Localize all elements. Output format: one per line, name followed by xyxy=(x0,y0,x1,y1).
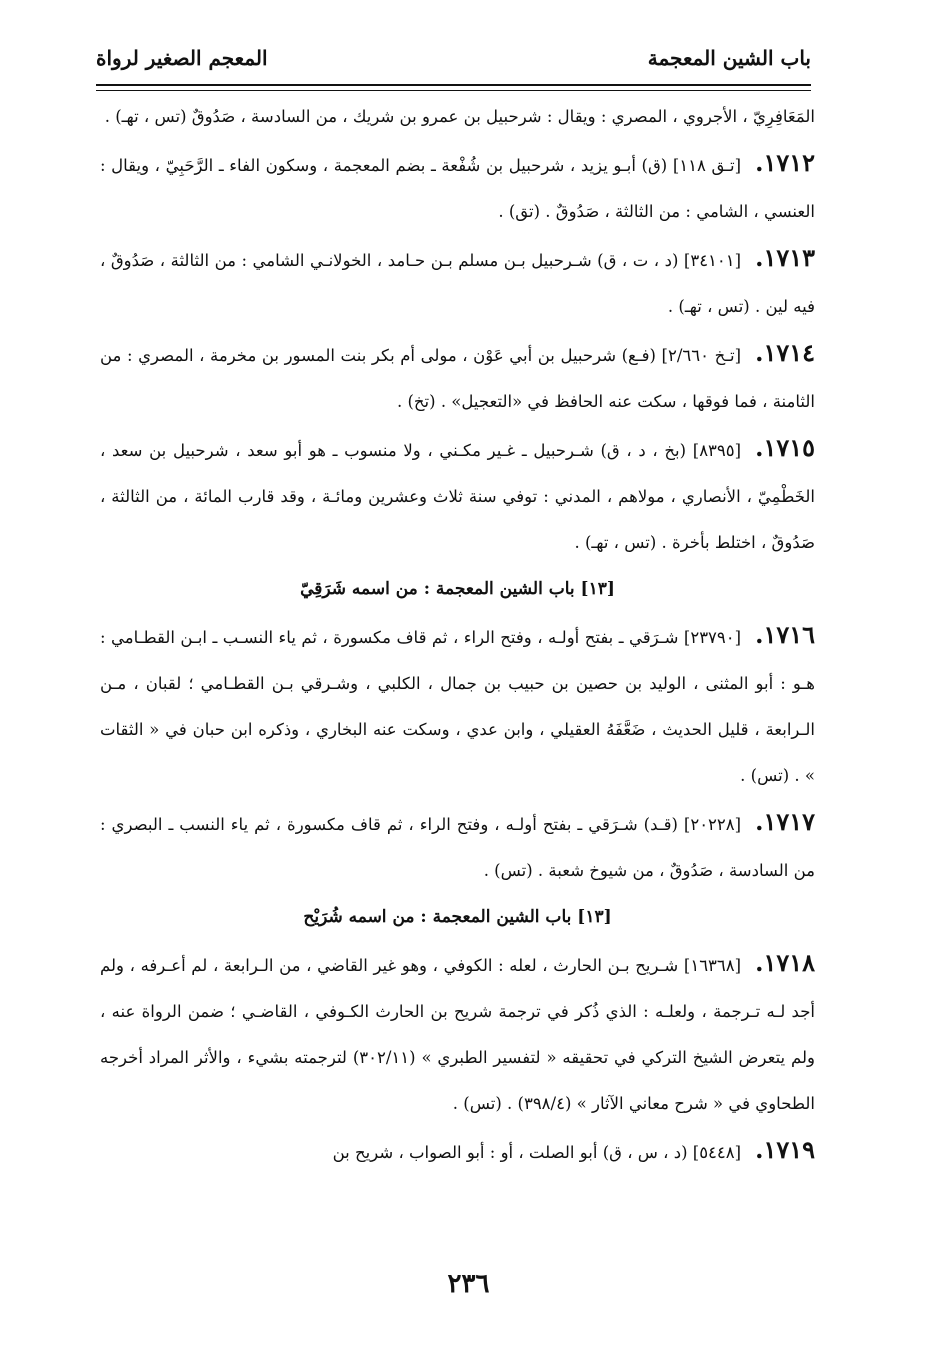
entry-1719 xyxy=(100,1127,815,1176)
page-body xyxy=(100,94,815,1176)
header-chapter-title: باب الشين المعجمة xyxy=(647,46,811,70)
entry-text: [٢٠٢٢٨] (قـد) شـرَقي ـ بفتح أولـه ، وفتح الراء ، ثم قاف مكسورة ، ثم ياء النسب ـ البصري : من السادسة ، صَدُوقٌ ، من شيوخ شعبة . (تس) . xyxy=(100,815,815,880)
running-header xyxy=(96,38,811,78)
entry-1718 xyxy=(100,940,815,1127)
entry-number: ١٧١٧. xyxy=(755,807,815,836)
entry-text: [تـق ١١٨] (ق) أبـو يزيد ، شرحبيل بن شُفْعة ـ بضم المعجمة ، وسكون الفاء ـ الرَّحَبِيّ ، ويقال : العنسي ، الشامي : من الثالثة ، صَدُوقٌ . (تق) . xyxy=(100,156,815,221)
entry-number: ١٧١٢. xyxy=(755,148,816,177)
entry-number: ١٧١٣. xyxy=(755,243,815,272)
page-number: ٢٣٦ xyxy=(447,1269,490,1299)
section-heading-sharqi: [١٣] باب الشين المعجمة : من اسمه شَرَقِيّ xyxy=(300,579,615,599)
entry-text: [٨٣٩٥] (بخ ، د ، ق) شـرحبيل ـ غـير مكـني ، ولا منسوب ـ هو أبو سعد ، شرحبيل بن سعد ، الخَطْمِيّ ، الأنصاري ، مولاهم ، المدني : توفي سنة ثلاث وعشرين ومائـة ، وقد قارب المائة ، من الثالثة ، صَدُوقٌ ، اختلط بأخرة . (تس ، تهـ) . xyxy=(100,441,815,552)
entry-1717 xyxy=(100,799,815,894)
entry-text: [١٦٣٦٨] شـريح بـن الحارث ، لعله : الكوفي ، وهو غير القاضي ، من الـرابعة ، لم أعـرفه ، ولم أجد لـه تـرجمة ، ولعلـه : الذي ذُكر في ترجمة شريح بن الحارث الكـوفي ، القاضـي ؛ ضمن الرواة عنه ، ولم يتعرض الشيخ التركي في تحقيقه « لتفسير الطبري » (٣٠٢/١١) لترجمته بشيء ، والأثر المراد أخرجه الطحاوي في « شرح معاني الآثار » (٣٩٨/٤) . (تس) . xyxy=(100,956,815,1113)
header-book-title: المعجم الصغير لرواة xyxy=(96,46,268,70)
entry-text: [٢٣٧٩٠] شـرَقي ـ بفتح أولـه ، وفتح الراء ، ثم قاف مكسورة ، ثم ياء النسـب ـ ابـن القطـامي : هـو : أبو المثنى ، الوليد بن حصين بن حبيب بن جمال ، الكلبي ، وشـرقي بـن القطـامي ؛ لقبان ، مـن الـرابعة ، قليل الحديث ، ضَعَّفَهُ العقيلي ، وابن عدي ، وسكت عنه البخاري ، وذكره ابن حبان في « الثقات » . (تس) . xyxy=(100,628,815,785)
entry-number: ١٧١٨. xyxy=(755,948,815,977)
entry-1713 xyxy=(100,235,815,330)
entry-text: [٥٤٤٨] (د ، س ، ق) أبو الصلت ، أو : أبو الصواب ، شريح بن xyxy=(332,1143,742,1162)
entry-number: ١٧١٦. xyxy=(755,620,815,649)
entry-1712 xyxy=(100,140,815,235)
entry-1714 xyxy=(100,330,815,425)
entry-1716 xyxy=(100,612,815,799)
entry-number: ١٧١٤. xyxy=(755,338,816,367)
entry-number: ١٧١٩. xyxy=(755,1135,815,1164)
header-rule xyxy=(96,84,811,91)
entry-number: ١٧١٥. xyxy=(755,433,815,462)
entry-text: [تـخ ٢/٦٦٠] (فـع) شرحبيل بن أبي عَوْن ، مولى أم بكر بنت المسور بن مخرمة ، المصري : من الثامنة ، فما فوقها ، سكت عنه الحافظ في «التعجيل» . (تخ) . xyxy=(100,346,815,411)
entry-1715 xyxy=(100,425,815,566)
section-heading-shurayh: [١٣] باب الشين المعجمة : من اسمه شُرَيْح xyxy=(303,907,612,927)
continuation-text: المَعَافِرِيّ ، الأجروي ، المصري : ويقال : شرحبيل بن عمرو بن شريك ، من السادسة ، صَدُوقٌ (تس ، تهـ) . xyxy=(104,107,815,126)
entry-text: [٣٤١٠١] (د ، ت ، ق) شـرحبيل بـن مسلم بـن حـامد ، الخولانـي الشامي : من الثالثة ، صَدُوقٌ ، فيه لين . (تس ، تهـ) . xyxy=(100,251,815,316)
